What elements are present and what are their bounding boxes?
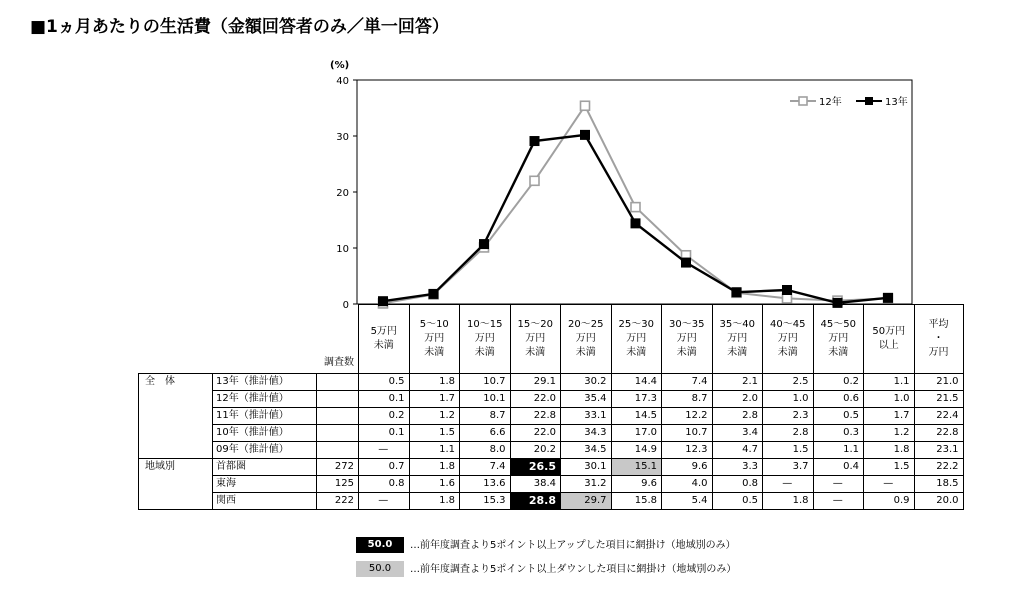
value-cell: 1.7 (409, 391, 460, 408)
value-cell: — (359, 442, 410, 459)
column-header-line: 25〜30 (618, 319, 654, 330)
row-label: 10年（推計値） (213, 425, 317, 442)
row-count (317, 374, 359, 391)
value-cell: 2.1 (712, 374, 763, 391)
value-cell: 15.8 (611, 493, 662, 510)
value-cell: 8.7 (662, 391, 713, 408)
value-cell: 17.3 (611, 391, 662, 408)
value-cell: 0.4 (813, 459, 864, 476)
value-cell: 0.8 (712, 476, 763, 493)
value-cell: 31.2 (561, 476, 612, 493)
row-label: 東海 (213, 476, 317, 493)
value-cell: 4.7 (712, 442, 763, 459)
count-header: 調査数 (317, 305, 359, 374)
column-header-line: 未満 (424, 347, 445, 358)
column-header-line: 万円 (828, 333, 849, 344)
value-cell: 35.4 (561, 391, 612, 408)
value-cell: 22.0 (510, 425, 561, 442)
value-cell: 6.6 (460, 425, 511, 442)
value-cell: 2.0 (712, 391, 763, 408)
column-header-line: 40〜45 (770, 319, 806, 330)
page-title: ■1ヵ月あたりの生活費（金額回答者のみ／単一回答） (30, 17, 449, 37)
value-cell: 1.7 (864, 408, 915, 425)
table-row (139, 493, 964, 510)
data-point (530, 176, 539, 185)
value-cell: 0.9 (864, 493, 915, 510)
data-point (581, 101, 590, 110)
value-cell: 20.2 (510, 442, 561, 459)
legend-label: 12年 (819, 97, 842, 108)
row-count: 222 (317, 493, 359, 510)
column-header-line: 30〜35 (669, 319, 705, 330)
swatch-up: 50.0 (356, 537, 404, 553)
value-cell: 0.5 (712, 493, 763, 510)
value-cell: 18.5 (914, 476, 963, 493)
column-header-line: 万円 (626, 333, 647, 344)
row-label: 首都圏 (213, 459, 317, 476)
value-cell: 0.3 (813, 425, 864, 442)
value-cell: 1.1 (409, 442, 460, 459)
value-cell: 20.0 (914, 493, 963, 510)
column-header-line: 以上 (878, 340, 899, 351)
value-cell: 1.8 (409, 374, 460, 391)
value-cell: 28.8 (510, 493, 561, 510)
column-header-line: 35〜40 (719, 319, 755, 330)
note-up (356, 536, 736, 553)
value-cell: 15.1 (611, 459, 662, 476)
table-row (139, 374, 964, 391)
value-cell: 17.0 (611, 425, 662, 442)
column-header-line: 万円 (676, 333, 697, 344)
column-header (914, 305, 963, 374)
value-cell: 1.2 (864, 425, 915, 442)
column-header (510, 305, 561, 374)
y-tick-label: 10 (336, 244, 349, 255)
value-cell: 3.3 (712, 459, 763, 476)
row-count (317, 425, 359, 442)
column-header-line: 5万円 (370, 326, 397, 337)
column-header-line: 万円 (474, 333, 495, 344)
value-cell: 0.2 (813, 374, 864, 391)
data-point (631, 203, 640, 212)
row-label: 関西 (213, 493, 317, 510)
value-cell: 14.9 (611, 442, 662, 459)
legend-marker (799, 97, 807, 105)
value-cell: — (813, 476, 864, 493)
value-cell: 30.1 (561, 459, 612, 476)
column-header-line: 未満 (777, 347, 798, 358)
column-header-line: 未満 (575, 347, 596, 358)
value-cell: 5.4 (662, 493, 713, 510)
column-header-line: 万円 (727, 333, 748, 344)
value-cell: 8.0 (460, 442, 511, 459)
value-cell: — (763, 476, 814, 493)
value-cell: 0.1 (359, 391, 410, 408)
value-cell: 30.2 (561, 374, 612, 391)
column-header-line: 万円 (777, 333, 798, 344)
value-cell: 2.8 (763, 425, 814, 442)
group-label-all (139, 408, 213, 425)
value-cell: 12.3 (662, 442, 713, 459)
value-cell: 21.0 (914, 374, 963, 391)
value-cell: 1.1 (864, 374, 915, 391)
value-cell: 10.1 (460, 391, 511, 408)
column-header (662, 305, 713, 374)
value-cell: 2.3 (763, 408, 814, 425)
note-up-text: …前年度調査より5ポイント以上アップした項目に網掛け（地域別のみ） (410, 540, 736, 551)
value-cell: 34.3 (561, 425, 612, 442)
value-cell: 14.4 (611, 374, 662, 391)
value-cell: 9.6 (662, 459, 713, 476)
column-header (813, 305, 864, 374)
value-cell: 3.7 (763, 459, 814, 476)
data-point (884, 293, 893, 302)
column-header-line: 万円 (928, 347, 949, 358)
group-label-region (139, 493, 213, 510)
value-cell: 1.8 (864, 442, 915, 459)
data-point (631, 219, 640, 228)
row-label: 11年（推計値） (213, 408, 317, 425)
column-header-line: 平均 (928, 319, 949, 330)
column-header-line: 45〜50 (820, 319, 856, 330)
value-cell: 1.8 (409, 459, 460, 476)
column-header-line: 15〜20 (517, 319, 553, 330)
note-down (356, 560, 736, 577)
value-cell: 1.5 (864, 459, 915, 476)
table-row (139, 442, 964, 459)
data-table (138, 304, 964, 510)
value-cell: 1.0 (763, 391, 814, 408)
value-cell: 1.0 (864, 391, 915, 408)
column-header (864, 305, 915, 374)
row-label: 12年（推計値） (213, 391, 317, 408)
value-cell: 0.5 (813, 408, 864, 425)
data-point (682, 258, 691, 267)
table-row (139, 391, 964, 408)
y-tick-label: 0 (342, 300, 349, 310)
value-cell: 9.6 (611, 476, 662, 493)
value-cell: 2.5 (763, 374, 814, 391)
column-header (763, 305, 814, 374)
group-label-all (139, 391, 213, 408)
value-cell: 0.5 (359, 374, 410, 391)
value-cell: 2.8 (712, 408, 763, 425)
column-header-line: 万円 (575, 333, 596, 344)
value-cell: 1.8 (409, 493, 460, 510)
data-point (581, 130, 590, 139)
value-cell: — (864, 476, 915, 493)
value-cell: 0.6 (813, 391, 864, 408)
value-cell: 23.1 (914, 442, 963, 459)
data-point (732, 288, 741, 297)
value-cell: 0.7 (359, 459, 410, 476)
value-cell: 22.0 (510, 391, 561, 408)
value-cell: 22.8 (914, 425, 963, 442)
column-header-line: 未満 (727, 347, 748, 358)
value-cell: 21.5 (914, 391, 963, 408)
value-cell: 0.8 (359, 476, 410, 493)
value-cell: 13.6 (460, 476, 511, 493)
y-tick-label: 30 (336, 132, 349, 143)
row-count (317, 442, 359, 459)
table-row (139, 408, 964, 425)
data-point (783, 286, 792, 295)
value-cell: — (813, 493, 864, 510)
column-header (712, 305, 763, 374)
y-tick-label: 20 (336, 188, 349, 199)
row-count: 125 (317, 476, 359, 493)
value-cell: 3.4 (712, 425, 763, 442)
column-header-line: 未満 (373, 340, 394, 351)
value-cell: 0.2 (359, 408, 410, 425)
group-label-all (139, 425, 213, 442)
column-header-line: 10〜15 (467, 319, 503, 330)
value-cell: 12.2 (662, 408, 713, 425)
value-cell: 1.5 (763, 442, 814, 459)
value-cell: 0.1 (359, 425, 410, 442)
data-point (429, 289, 438, 298)
group-label-all (139, 442, 213, 459)
value-cell: 4.0 (662, 476, 713, 493)
column-header-line: 万円 (424, 333, 445, 344)
value-cell: 29.1 (510, 374, 561, 391)
column-header (561, 305, 612, 374)
value-cell: 8.7 (460, 408, 511, 425)
value-cell: 26.5 (510, 459, 561, 476)
value-cell: 1.6 (409, 476, 460, 493)
table-row (139, 459, 964, 476)
value-cell: 1.1 (813, 442, 864, 459)
value-cell: 10.7 (460, 374, 511, 391)
column-header-line: 万円 (525, 333, 546, 344)
value-cell: 10.7 (662, 425, 713, 442)
value-cell: 33.1 (561, 408, 612, 425)
row-label: 13年（推計値） (213, 374, 317, 391)
value-cell: 22.4 (914, 408, 963, 425)
column-header-line: 未満 (474, 347, 495, 358)
row-count (317, 391, 359, 408)
row-count (317, 408, 359, 425)
data-point (480, 240, 489, 249)
row-label: 09年（推計値） (213, 442, 317, 459)
column-header-line: 5〜10 (419, 319, 449, 330)
value-cell: 22.2 (914, 459, 963, 476)
data-point (530, 137, 539, 146)
group-label-all: 全 体 (139, 374, 213, 391)
table-row (139, 425, 964, 442)
value-cell: 7.4 (662, 374, 713, 391)
column-header-line: 50万円 (872, 326, 906, 337)
header-blank (139, 305, 317, 374)
swatch-down: 50.0 (356, 561, 404, 577)
table-header-row (139, 305, 964, 374)
column-header-line: ・ (933, 333, 944, 344)
column-header (611, 305, 662, 374)
row-count: 272 (317, 459, 359, 476)
column-header-line: 未満 (676, 347, 697, 358)
y-unit-label: (%) (330, 60, 350, 71)
table-row (139, 476, 964, 493)
value-cell: 22.8 (510, 408, 561, 425)
value-cell: 1.5 (409, 425, 460, 442)
column-header-line: 20〜25 (568, 319, 604, 330)
column-header-line: 未満 (626, 347, 647, 358)
column-header (409, 305, 460, 374)
value-cell: 38.4 (510, 476, 561, 493)
value-cell: 29.7 (561, 493, 612, 510)
note-down-text: …前年度調査より5ポイント以上ダウンした項目に網掛け（地域別のみ） (410, 564, 737, 575)
group-label-region: 地域別 (139, 459, 213, 476)
legend-label: 13年 (885, 97, 908, 108)
value-cell: 34.5 (561, 442, 612, 459)
y-tick-label: 40 (336, 76, 349, 87)
value-cell: 14.5 (611, 408, 662, 425)
plot-frame (357, 80, 912, 304)
column-header-line: 未満 (828, 347, 849, 358)
value-cell: — (359, 493, 410, 510)
data-point (783, 294, 792, 303)
value-cell: 15.3 (460, 493, 511, 510)
legend-marker (865, 97, 873, 105)
column-header (359, 305, 410, 374)
value-cell: 1.2 (409, 408, 460, 425)
column-header (460, 305, 511, 374)
value-cell: 1.8 (763, 493, 814, 510)
group-label-region (139, 476, 213, 493)
value-cell: 7.4 (460, 459, 511, 476)
column-header-line: 未満 (525, 347, 546, 358)
